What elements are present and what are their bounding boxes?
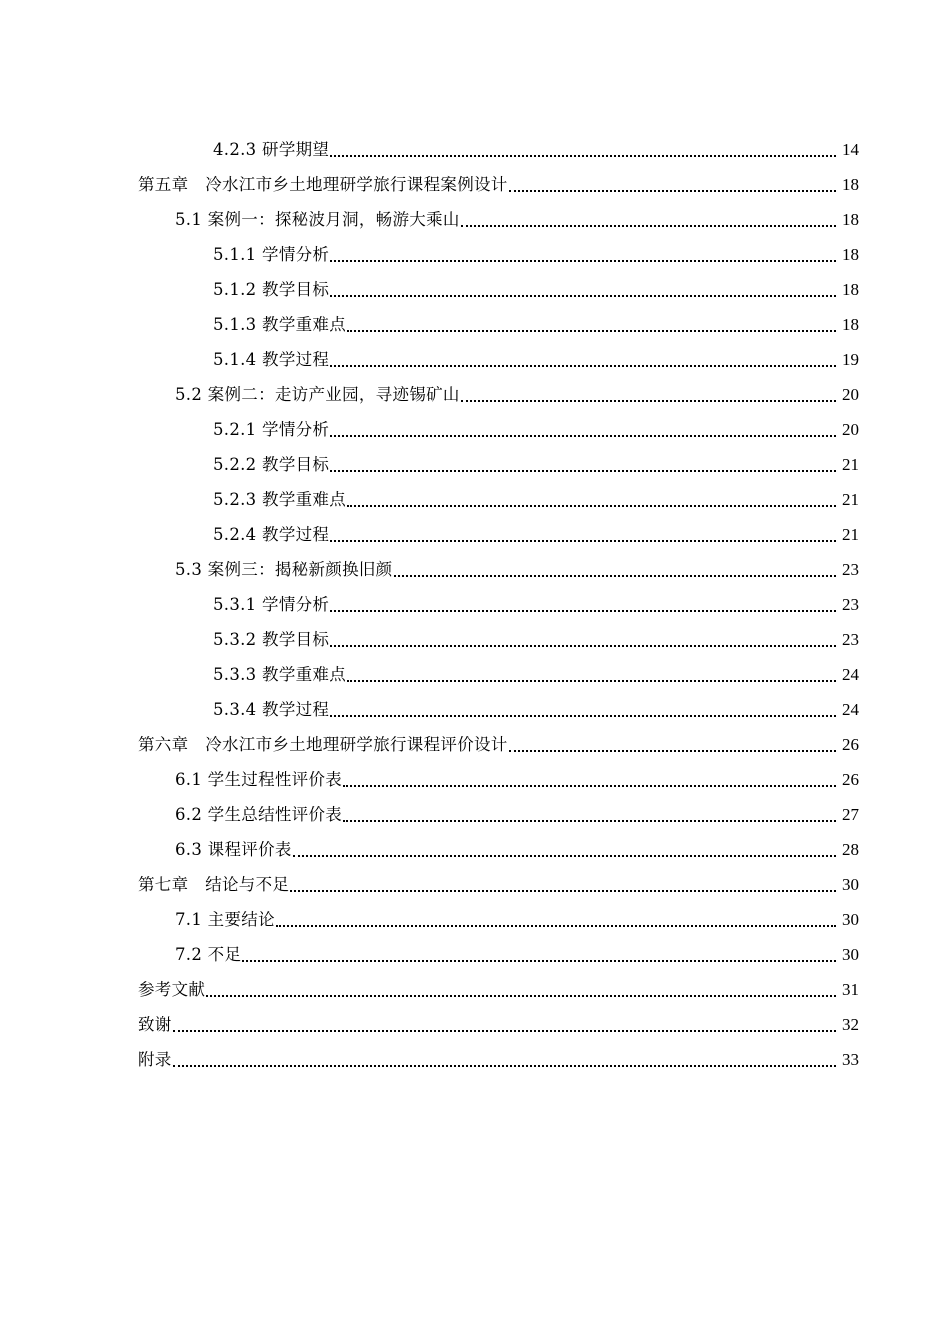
toc-page-number: 14: [842, 140, 859, 159]
toc-page-number: 20: [842, 420, 859, 439]
toc-dot-leader: [242, 937, 836, 972]
toc-dot-leader: [509, 727, 836, 762]
toc-entry-references[interactable]: [0, 972, 950, 1007]
toc-entry-5-1-2[interactable]: [0, 272, 950, 307]
toc-page-number: 30: [842, 945, 859, 964]
toc-entry-title: 6.1 学生过程性评价表: [175, 770, 343, 789]
toc-entry-7-1[interactable]: [0, 902, 950, 937]
toc-entry-title: 第六章 冷水江市乡土地理研学旅行课程评价设计: [138, 735, 508, 754]
toc-entry-7-2[interactable]: [0, 937, 950, 972]
toc-dot-leader: [290, 867, 836, 902]
toc-entry-chapter-6[interactable]: [0, 727, 950, 762]
toc-dot-leader: [293, 832, 836, 867]
toc-dot-leader: [173, 1007, 836, 1042]
toc-dot-leader: [330, 342, 836, 377]
toc-dot-leader: [330, 622, 836, 657]
toc-entry-title: 参考文献: [138, 980, 206, 999]
toc-dot-leader: [347, 307, 836, 342]
toc-entry-5-3[interactable]: [0, 552, 950, 587]
toc-dot-leader: [330, 412, 836, 447]
toc-entry-6-1[interactable]: [0, 762, 950, 797]
toc-dot-leader: [330, 517, 836, 552]
toc-page-number: 18: [842, 280, 859, 299]
toc-entry-title: 5.1.1 学情分析: [213, 245, 330, 264]
toc-entry-title: 5.1.3 教学重难点: [213, 315, 347, 334]
toc-dot-leader: [394, 552, 837, 587]
toc-page-number: 18: [842, 175, 859, 194]
toc-entry-title: 第七章 结论与不足: [138, 875, 290, 894]
toc-dot-leader: [461, 202, 836, 237]
toc-dot-leader: [343, 797, 836, 832]
toc-entry-title: 5.2.4 教学过程: [213, 525, 330, 544]
toc-entry-5-1-1[interactable]: [0, 237, 950, 272]
toc-entry-5-3-4[interactable]: [0, 692, 950, 727]
toc-page-number: 23: [842, 630, 859, 649]
toc-page-number: 18: [842, 210, 859, 229]
toc-page-number: 24: [842, 665, 859, 684]
toc-page-number: 28: [842, 840, 859, 859]
toc-entry-5-2-2[interactable]: [0, 447, 950, 482]
toc-entry-5-2-3[interactable]: [0, 482, 950, 517]
toc-entry-title: 5.3.2 教学目标: [213, 630, 330, 649]
toc-entry-title: 5.2 案例二：走访产业园，寻迹锡矿山: [175, 385, 460, 404]
toc-dot-leader: [330, 447, 836, 482]
toc-page-number: 18: [842, 245, 859, 264]
toc-entry-chapter-5[interactable]: [0, 167, 950, 202]
toc-entry-title: 6.3 课程评价表: [175, 840, 292, 859]
toc-entry-5-2-4[interactable]: [0, 517, 950, 552]
toc-entry-title: 致谢: [138, 1015, 172, 1034]
toc-entry-6-2[interactable]: [0, 797, 950, 832]
toc-entry-title: 5.3 案例三：揭秘新颜换旧颜: [175, 560, 393, 579]
toc-page-number: 21: [842, 455, 859, 474]
toc-page-number: 33: [842, 1050, 859, 1069]
table-of-contents: [0, 132, 950, 1077]
toc-entry-5-1[interactable]: [0, 202, 950, 237]
toc-dot-leader: [343, 762, 836, 797]
toc-dot-leader: [206, 972, 836, 1007]
toc-entry-title: 5.1.4 教学过程: [213, 350, 330, 369]
toc-entry-title: 7.1 主要结论: [175, 910, 275, 929]
toc-dot-leader: [461, 377, 836, 412]
toc-dot-leader: [330, 587, 836, 622]
toc-page-number: 19: [842, 350, 859, 369]
toc-entry-title: 附录: [138, 1050, 172, 1069]
toc-entry-title: 5.3.4 教学过程: [213, 700, 330, 719]
toc-page-number: 26: [842, 735, 859, 754]
toc-entry-5-1-3[interactable]: [0, 307, 950, 342]
toc-dot-leader: [173, 1042, 836, 1077]
toc-page-number: 31: [842, 980, 859, 999]
toc-page-number: 23: [842, 595, 859, 614]
toc-entry-5-3-1[interactable]: [0, 587, 950, 622]
toc-page-number: 30: [842, 910, 859, 929]
toc-dot-leader: [330, 692, 836, 727]
toc-entry-title: 5.1.2 教学目标: [213, 280, 330, 299]
toc-entry-title: 4.2.3 研学期望: [213, 140, 330, 159]
toc-page-number: 30: [842, 875, 859, 894]
toc-entry-6-3[interactable]: [0, 832, 950, 867]
toc-entry-chapter-7[interactable]: [0, 867, 950, 902]
toc-page-number: 26: [842, 770, 859, 789]
toc-page-number: 21: [842, 525, 859, 544]
toc-entry-title: 7.2 不足: [175, 945, 242, 964]
toc-dot-leader: [330, 237, 836, 272]
toc-dot-leader: [347, 657, 836, 692]
toc-dot-leader: [276, 902, 836, 937]
toc-entry-title: 5.2.2 教学目标: [213, 455, 330, 474]
toc-entry-acknowledgements[interactable]: [0, 1007, 950, 1042]
toc-entry-5-3-2[interactable]: [0, 622, 950, 657]
toc-entry-5-3-3[interactable]: [0, 657, 950, 692]
toc-entry-5-2-1[interactable]: [0, 412, 950, 447]
toc-page-number: 27: [842, 805, 859, 824]
toc-page-number: 20: [842, 385, 859, 404]
toc-page-number: 18: [842, 315, 859, 334]
toc-entry-title: 5.2.1 学情分析: [213, 420, 330, 439]
toc-entry-5-2[interactable]: [0, 377, 950, 412]
toc-dot-leader: [347, 482, 836, 517]
toc-entry-title: 5.3.3 教学重难点: [213, 665, 347, 684]
toc-dot-leader: [509, 167, 836, 202]
toc-page-number: 32: [842, 1015, 859, 1034]
toc-entry-title: 5.1 案例一：探秘波月洞，畅游大乘山: [175, 210, 460, 229]
toc-entry-title: 5.2.3 教学重难点: [213, 490, 347, 509]
toc-entry-title: 第五章 冷水江市乡土地理研学旅行课程案例设计: [138, 175, 508, 194]
toc-entry-title: 6.2 学生总结性评价表: [175, 805, 343, 824]
toc-entry-4-2-3[interactable]: [0, 132, 950, 167]
toc-entry-title: 5.3.1 学情分析: [213, 595, 330, 614]
toc-page-number: 23: [842, 560, 859, 579]
toc-entry-5-1-4[interactable]: [0, 342, 950, 377]
toc-page-number: 21: [842, 490, 859, 509]
toc-entry-appendix[interactable]: [0, 1042, 950, 1077]
toc-page-number: 24: [842, 700, 859, 719]
toc-dot-leader: [330, 132, 836, 167]
toc-dot-leader: [330, 272, 836, 307]
